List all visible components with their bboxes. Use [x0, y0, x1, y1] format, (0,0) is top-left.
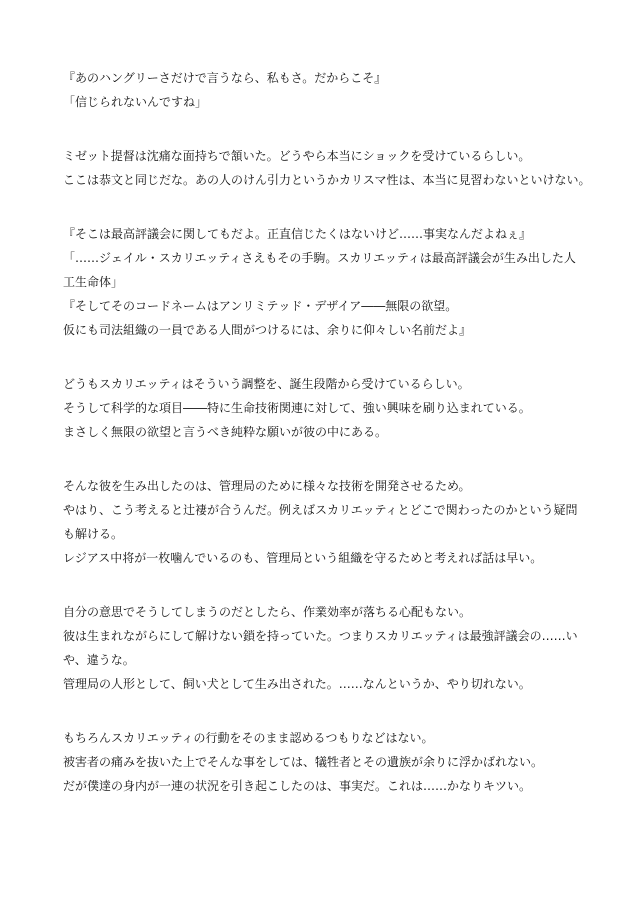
text-line: ここは恭文と同じだな。あの人のけん引力というかカリスマ性は、本当に見習わないといけない。: [63, 173, 591, 187]
paragraph: [63, 726, 583, 798]
text-line: 「信じられないんですね」: [63, 95, 208, 109]
paragraph-gap: [63, 444, 583, 474]
text-line: や、違うな。: [63, 653, 135, 667]
text-line: 仮にも司法組織の一員である人間がつけるには、余りに仰々しい名前だよ』: [63, 323, 472, 337]
document-page: [63, 66, 591, 798]
paragraph-gap: [63, 696, 583, 726]
paragraph-gap: [63, 114, 583, 144]
text-line: やはり、こう考えると辻褄が合うんだ。例えばスカリエッティとどこで関わったのかという疑問: [63, 503, 578, 517]
text-line: 管理局の人形として、飼い犬として生み出された。……なんというか、やり切れない。: [63, 677, 531, 691]
text-line: もちろんスカリエッティの行動をそのまま認めるつもりなどはない。: [63, 731, 434, 745]
text-line: 自分の意思でそうしてしまうのだとしたら、作業効率が落ちる心配もない。: [63, 605, 472, 619]
text-line: 彼は生まれながらにして解けない鎖を持っていた。つまりスカリエッティは最強評議会の……い: [63, 629, 578, 643]
text-line: そんな彼を生み出したのは、管理局のために様々な技術を開発させるため。: [63, 479, 471, 493]
text-line: レジアス中将が一枚噛んでいるのも、管理局という組織を守るためと考えれば話は早い。: [63, 551, 543, 565]
text-line: 「……ジェイル・スカリエッティさえもその手駒。スカリエッティは最高評議会が生み出した人: [63, 251, 576, 265]
text-line: どうもスカリエッティはそういう調整を、誕生段階から受けているらしい。: [63, 377, 470, 391]
paragraph: [63, 66, 583, 114]
paragraph: [63, 222, 583, 342]
paragraph: [63, 372, 583, 444]
text-line: 『そしてそのコードネームはアンリミテッド・デザイア――無限の欲望。: [63, 299, 458, 313]
text-line: 工生命体」: [63, 275, 124, 289]
paragraph: [63, 474, 583, 570]
text-line: まさしく無限の欲望と言うべき純粋な願いが彼の中にある。: [63, 425, 388, 439]
text-line: も解ける。: [63, 527, 124, 541]
paragraph: [63, 600, 583, 696]
paragraph-gap: [63, 342, 583, 372]
text-line: ミゼット提督は沈痛な面持ちで頷いた。どうやら本当にショックを受けているらしい。: [63, 149, 531, 163]
paragraph-gap: [63, 570, 583, 600]
text-line: だが僕達の身内が一連の状況を引き起こしたのは、事実だ。これは……かなりキツい。: [63, 779, 532, 793]
text-line: 『そこは最高評議会に関してもだよ。正直信じたくはないけど……事実なんだよねぇ』: [63, 227, 532, 241]
text-line: 被害者の痛みを抜いた上でそんな事をしては、犠牲者とその遺族が余りに浮かばれない。: [63, 755, 544, 769]
text-line: そうして科学的な項目――特に生命技術関連に対して、強い興味を刷り込まれている。: [63, 401, 531, 415]
text-line: 『あのハングリーさだけで言うなら、私もさ。だからこそ』: [63, 71, 387, 85]
paragraph-gap: [63, 192, 583, 222]
paragraph: [63, 144, 591, 192]
